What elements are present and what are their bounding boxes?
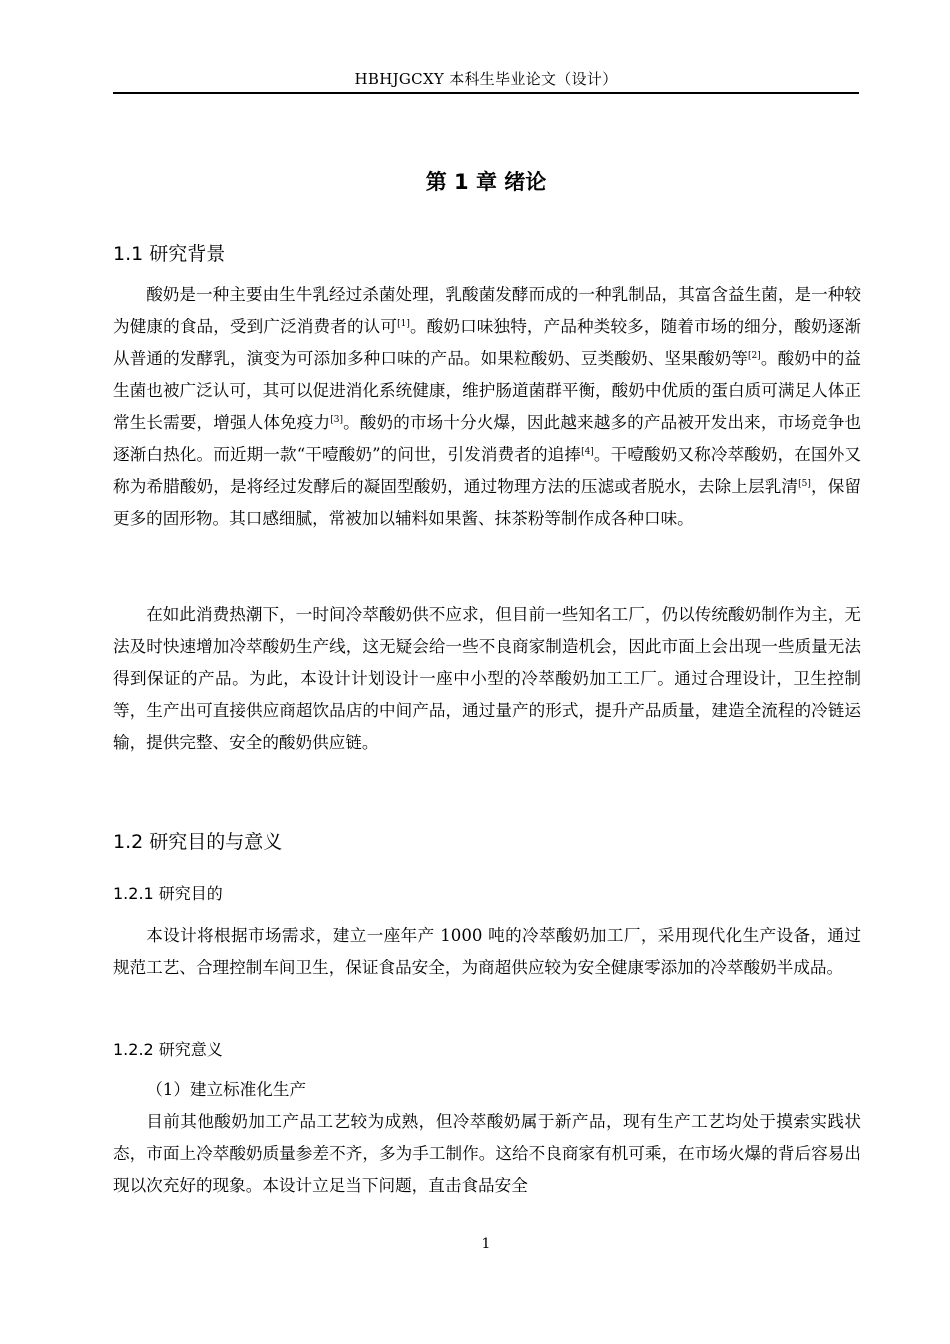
citation: [4]: [581, 447, 594, 457]
text-span: 。酸奶中的益生菌也被广泛认可，其可以促进消化系统健康，维护肠道菌群平衡，酸奶中优质的蛋白质可满足人体正常生长需要，增强人体免疫力: [113, 349, 862, 432]
paragraph-significance: 目前其他酸奶加工产品工艺较为成熟，但冷萃酸奶属于新产品，现有生产工艺均处于摸索实践状态，市面上冷萃酸奶质量参差不齐，多为手工制作。这给不良商家有机可乘，在市场火爆的背后容易出现以次充好的现象。本设计立足当下问题，直击食品安全: [113, 1112, 861, 1195]
citation: [5]: [798, 479, 811, 489]
paragraph-purpose: 本设计将根据市场需求，建立一座年产 1000 吨的冷萃酸奶加工厂，采用现代化生产设备，通过规范工艺、合理控制车间卫生，保证食品安全，为商超供应较为安全健康零添加的冷萃酸奶半成品。: [113, 926, 861, 977]
header-rule: [113, 92, 859, 94]
chapter-title: 第 1 章 绪论: [425, 170, 547, 194]
text-span: 酸奶是一种主要由生牛乳经过杀菌处理，乳酸菌发酵而成的一种乳制品，其富含益生菌，是一种较为健康的食品，受到广泛消费者的认可: [113, 285, 861, 336]
section-heading-1-2: 1.2 研究目的与意义: [113, 831, 283, 853]
text-span: ，保留更多的固形物。其口感细腻，常被加以辅料如果酱、抹茶粉等制作成各种口味。: [113, 477, 862, 528]
text-span: 。酸奶的市场十分火爆，因此越来越多的产品被开发出来，市场竞争也逐渐白热化。而近期一款“干噎酸奶”的问世，引发消费者的追捧: [113, 413, 861, 464]
citation: [1]: [397, 319, 410, 329]
paragraph-background-2: 在如此消费热潮下，一时间冷萃酸奶供不应求，但目前一些知名工厂，仍以传统酸奶制作为主，无法及时快速增加冷萃酸奶生产线，这无疑会给一些不良商家制造机会，因此市面上会出现一些质量无法得到保证的产品。为此，本设计计划设计一座中小型的冷萃酸奶加工工厂。通过合理设计，卫生控制等，生产出可直接供应商超饮品店的中间产品，通过量产的形式，提升产品质量，建造全流程的冷链运输，提供完整、安全的酸奶供应链。: [113, 605, 861, 752]
subsection-heading-1-2-1: 1.2.1 研究目的: [113, 884, 223, 903]
running-header: HBHJGCXY 本科生毕业论文（设计）: [354, 70, 618, 88]
paragraph-background-1: [113, 279, 861, 535]
text-span: 。干噎酸奶又称冷萃酸奶，在国外又称为希腊酸奶，是将经过发酵后的凝固型酸奶，通过物理方法的压滤或者脱水，去除上层乳清: [113, 445, 862, 496]
subsection-heading-1-2-2: 1.2.2 研究意义: [113, 1040, 223, 1059]
citation: [2]: [748, 351, 761, 361]
text-span: 。酸奶口味独特，产品种类较多，随着市场的细分，酸奶逐渐从普通的发酵乳，演变为可添加多种口味的产品。如果粒酸奶、豆类酸奶、坚果酸奶等: [113, 317, 862, 368]
citation: [3]: [330, 415, 343, 425]
section-heading-1-1: 1.1 研究背景: [113, 243, 226, 265]
list-item-standardized-production: （1）建立标准化生产: [146, 1080, 307, 1099]
page-number: 1: [481, 1236, 491, 1252]
